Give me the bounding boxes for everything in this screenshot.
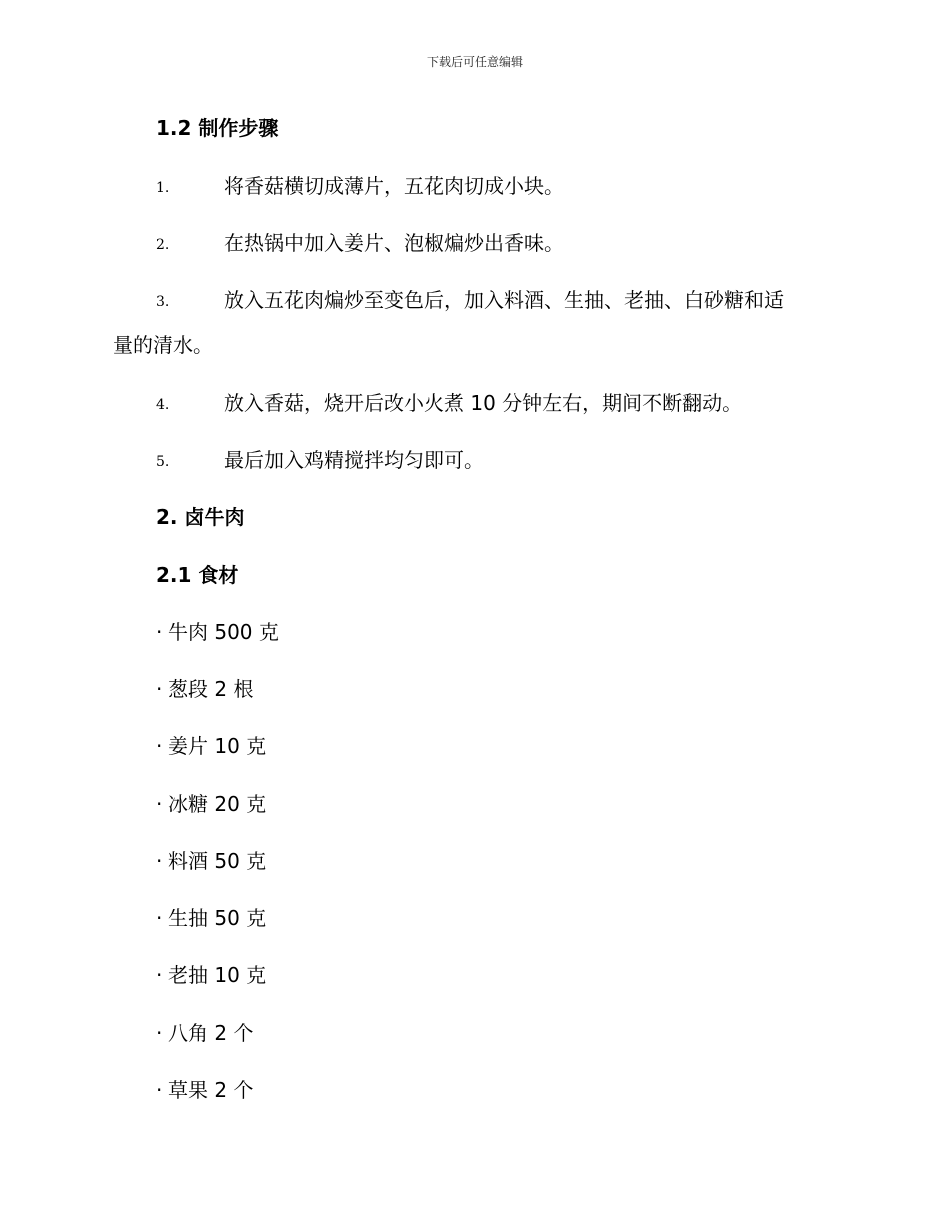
- ingredient-text: 老抽 10 克: [168, 963, 267, 987]
- page-header-note: 下载后可任意编辑: [426, 55, 523, 69]
- bullet-dot: ·: [156, 1078, 163, 1102]
- step-number: 4.: [156, 397, 170, 413]
- ingredient-text: 冰糖 20 克: [168, 792, 267, 816]
- bullet-dot: ·: [156, 620, 163, 644]
- ingredient-item: [156, 675, 253, 703]
- bullet-dot: ·: [156, 963, 163, 987]
- step-number: 3.: [156, 294, 170, 310]
- step-number: 2.: [156, 237, 170, 253]
- bullet-dot: ·: [156, 906, 163, 930]
- ingredient-item: [156, 790, 266, 818]
- section-heading-steps: 1.2 制作步骤: [156, 116, 279, 140]
- ingredient-item: [156, 1076, 253, 1104]
- ingredient-item: [156, 618, 279, 646]
- step-text: 放入香菇，烧开后改小火煮 10 分钟左右，期间不断翻动。: [224, 391, 743, 415]
- ingredient-text: 草果 2 个: [168, 1078, 254, 1102]
- ingredient-text: 牛肉 500 克: [168, 620, 279, 644]
- step-text: 在热锅中加入姜片、泡椒煸炒出香味。: [224, 231, 564, 255]
- ingredient-text: 葱段 2 根: [168, 677, 254, 701]
- bullet-dot: ·: [156, 792, 163, 816]
- ingredient-item: [156, 732, 266, 760]
- bullet-dot: ·: [156, 1021, 163, 1045]
- section-heading-ingredients: 2.1 食材: [156, 563, 239, 587]
- step-text: 将香菇横切成薄片，五花肉切成小块。: [224, 174, 564, 198]
- ingredient-item: [156, 847, 266, 875]
- bullet-dot: ·: [156, 734, 163, 758]
- step-number: 5.: [156, 454, 170, 470]
- bullet-dot: ·: [156, 677, 163, 701]
- step-text-line-2: 量的清水。: [113, 333, 213, 357]
- ingredient-text: 八角 2 个: [168, 1021, 254, 1045]
- step-text: 最后加入鸡精搅拌均匀即可。: [224, 448, 484, 472]
- bullet-dot: ·: [156, 849, 163, 873]
- ingredient-item: [156, 1019, 253, 1047]
- section-heading-braised-beef: 2. 卤牛肉: [156, 505, 245, 529]
- ingredient-item: [156, 904, 266, 932]
- step-text-line-1: 放入五花肉煸炒至变色后，加入料酒、生抽、老抽、白砂糖和适: [224, 288, 784, 312]
- step-number: 1.: [156, 180, 170, 196]
- ingredient-item: [156, 961, 266, 989]
- ingredient-text: 生抽 50 克: [168, 906, 267, 930]
- ingredient-text: 姜片 10 克: [168, 734, 267, 758]
- ingredient-text: 料酒 50 克: [168, 849, 267, 873]
